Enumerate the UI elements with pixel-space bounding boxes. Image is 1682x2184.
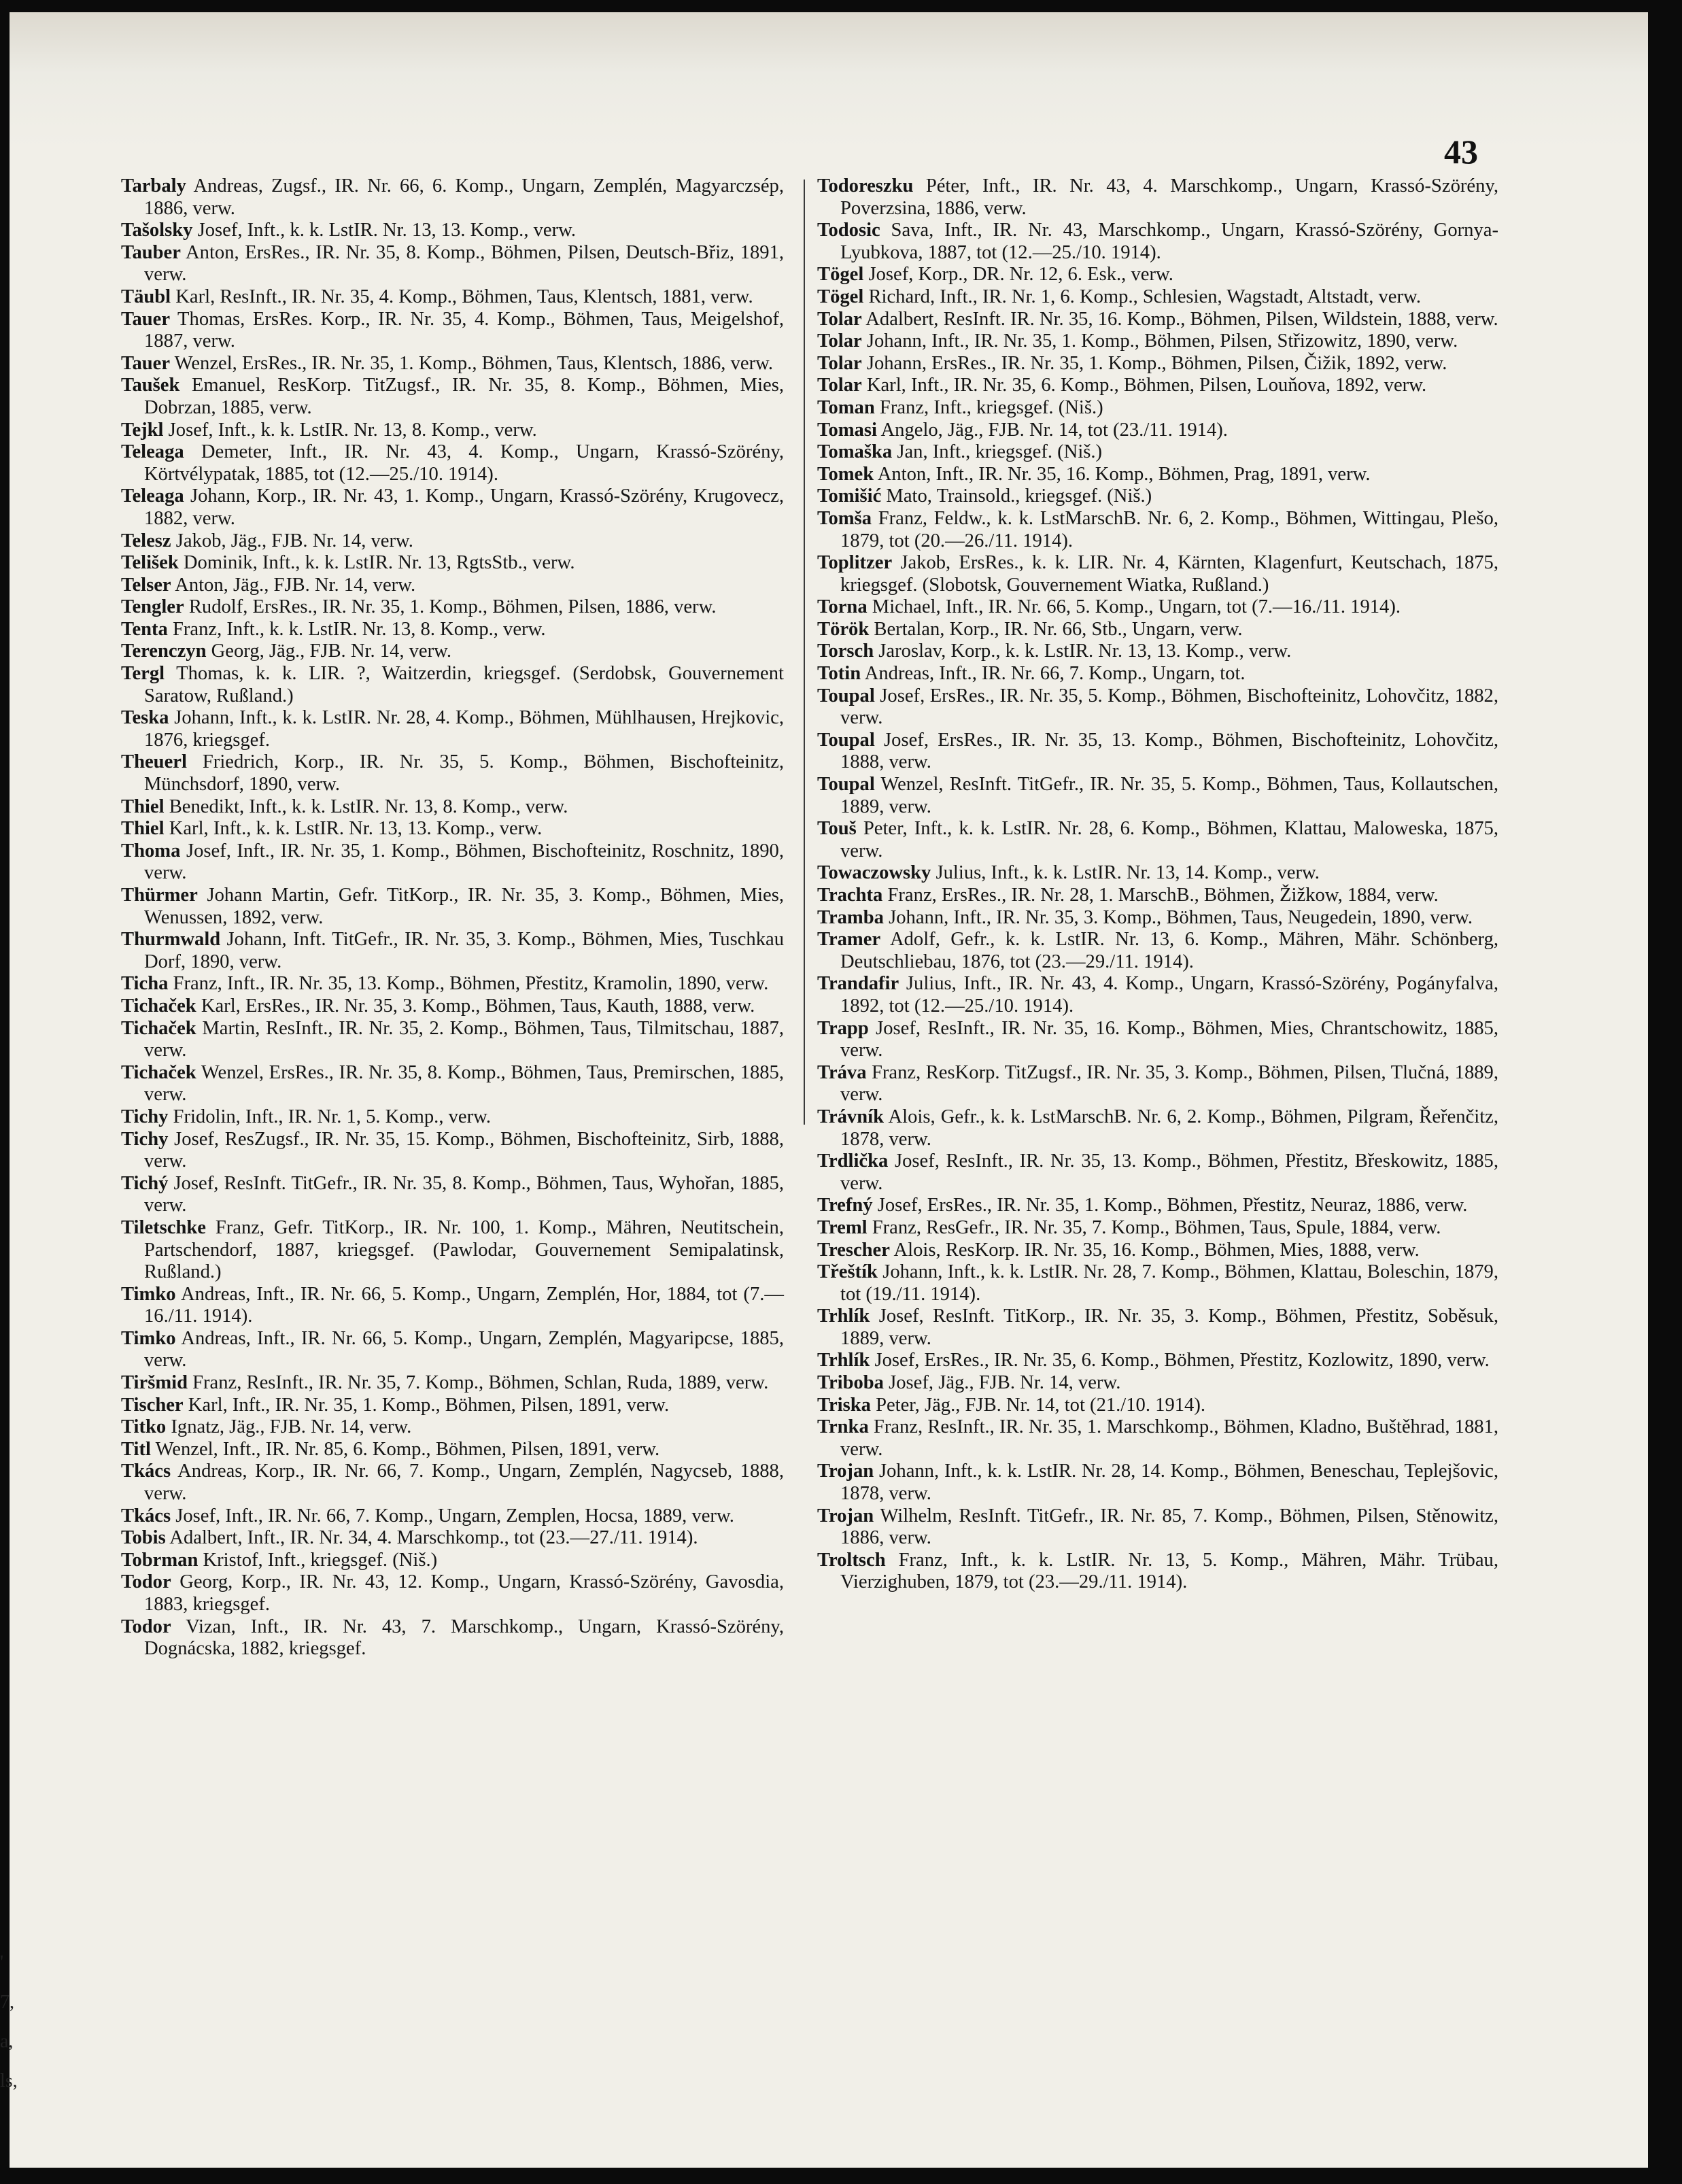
entry-details: Josef, ErsRes., IR. Nr. 35, 1. Komp., Böhmen, Přestitz, Neuraz, 1886, verw.	[872, 1195, 1468, 1216]
directory-entry	[817, 286, 1498, 309]
entry-details: Franz, ResGefr., IR. Nr. 35, 7. Komp., Böhmen, Taus, Spule, 1884, verw.	[867, 1216, 1441, 1238]
entry-surname: Todosic	[817, 220, 880, 241]
directory-entry	[121, 1527, 784, 1550]
directory-entry	[817, 1106, 1498, 1150]
directory-entry	[817, 1306, 1498, 1350]
entry-surname: Tolar	[817, 308, 862, 330]
directory-entry	[121, 175, 784, 220]
entry-details: Franz, ResInft., IR. Nr. 35, 7. Komp., Böhmen, Schlan, Ruda, 1889, verw.	[187, 1372, 769, 1394]
entry-details: Karl, Inft., IR. Nr. 35, 6. Komp., Böhmen, Pilsen, Louňova, 1892, verw.	[861, 375, 1427, 396]
directory-entry	[121, 1461, 784, 1505]
entry-details: Kristof, Inft., kriegsgef. (Niš.)	[198, 1549, 438, 1571]
directory-entry	[121, 1106, 784, 1129]
directory-entry	[121, 1616, 784, 1660]
directory-entry	[121, 929, 784, 973]
entry-surname: Telesz	[121, 530, 171, 551]
entry-details: Franz, ResKorp. TitZugsf., IR. Nr. 35, 3. Komp., Böhmen, Pilsen, Tlučná, 1889, verw.	[840, 1061, 1498, 1106]
entry-details: Andreas, Inft., IR. Nr. 66, 7. Komp., Ungarn, tot.	[861, 663, 1246, 685]
entry-surname: Timko	[121, 1283, 176, 1305]
right-column	[817, 175, 1498, 1594]
entry-details: Ignatz, Jäg., FJB. Nr. 14, verw.	[166, 1416, 412, 1438]
entry-surname: Tenta	[121, 618, 168, 640]
entry-surname: Todor	[121, 1616, 171, 1637]
directory-entry	[817, 485, 1498, 508]
entry-surname: Thiel	[121, 818, 165, 840]
margin-fragment: a,	[0, 2031, 14, 2052]
entry-details: Josef, ResZugsf., IR. Nr. 35, 15. Komp., Böhmen, Bischofteinitz, Sirb, 1888, verw.	[144, 1128, 784, 1172]
entry-details: Josef, Inft., k. k. LstIR. Nr. 13, 8. Komp., verw.	[163, 419, 537, 441]
directory-entry	[817, 441, 1498, 464]
entry-details: Johann, Inft. TitGefr., IR. Nr. 35, 3. Komp., Böhmen, Mies, Tuschkau Dorf, 1890, verw.	[144, 929, 784, 972]
entry-details: Franz, ErsRes., IR. Nr. 28, 1. MarschB., Böhmen, Žižkow, 1884, verw.	[882, 885, 1439, 906]
entry-surname: Tomek	[817, 463, 874, 485]
directory-entry	[817, 862, 1498, 885]
entry-details: Jakob, Jäg., FJB. Nr. 14, verw.	[171, 530, 413, 551]
directory-entry	[817, 309, 1498, 331]
entry-details: Thomas, ErsRes. Korp., IR. Nr. 35, 4. Komp., Böhmen, Taus, Meigelshof, 1887, verw.	[144, 308, 784, 352]
entry-surname: Tejkl	[121, 419, 164, 441]
directory-entry	[121, 286, 784, 309]
entry-surname: Tolar	[817, 330, 862, 352]
entry-details: Johann, Inft., k. k. LstIR. Nr. 28, 4. Komp., Böhmen, Mühlhausen, Hrejkovic, 1876, kriegsgef.	[144, 707, 784, 751]
entry-details: Franz, ResInft., IR. Nr. 35, 1. Marschkomp., Böhmen, Kladno, Buštěhrad, 1881, verw.	[840, 1416, 1498, 1460]
entry-surname: Titko	[121, 1416, 167, 1438]
entry-details: Andreas, Zugsf., IR. Nr. 66, 6. Komp., Ungarn, Zemplén, Magyarczsép, 1886, verw.	[144, 175, 784, 219]
directory-entry	[817, 353, 1498, 375]
entry-surname: Tauer	[121, 352, 171, 374]
directory-entry	[121, 353, 784, 375]
entry-details: Rudolf, ErsRes., IR. Nr. 35, 1. Komp., Böhmen, Pilsen, 1886, verw.	[184, 596, 717, 618]
directory-entry	[121, 1018, 784, 1062]
entry-details: Alois, ResKorp. IR. Nr. 35, 16. Komp., Böhmen, Mies, 1888, verw.	[889, 1239, 1420, 1261]
entry-surname: Todoreszku	[817, 175, 914, 197]
entry-details: Karl, ResInft., IR. Nr. 35, 4. Komp., Böhmen, Taus, Klentsch, 1881, verw.	[171, 286, 753, 307]
directory-entry	[817, 1372, 1498, 1395]
entry-surname: Tichaček	[121, 995, 196, 1017]
entry-surname: Tramer	[817, 929, 881, 951]
directory-entry	[121, 1505, 784, 1528]
entry-details: Josef, ResInft. TitGefr., IR. Nr. 35, 8. Komp., Böhmen, Taus, Wyhořan, 1885, verw.	[144, 1172, 784, 1216]
entry-details: Wenzel, Inft., IR. Nr. 85, 6. Komp., Böhmen, Pilsen, 1891, verw.	[150, 1438, 660, 1460]
entry-surname: Thiel	[121, 796, 165, 817]
entry-details: Julius, Inft., k. k. LstIR. Nr. 13, 14. Komp., verw.	[931, 862, 1320, 884]
entry-surname: Toman	[817, 396, 875, 418]
directory-entry	[817, 508, 1498, 552]
entry-surname: Trhlík	[817, 1306, 870, 1327]
directory-entry	[817, 907, 1498, 929]
directory-entry	[121, 1395, 784, 1417]
entry-details: Josef, Inft., IR. Nr. 66, 7. Komp., Ungarn, Zemplen, Hocsa, 1889, verw.	[171, 1505, 734, 1526]
directory-entry	[817, 1217, 1498, 1240]
directory-entry	[817, 663, 1498, 685]
entry-surname: Teleaga	[121, 485, 184, 507]
entry-details: Fridolin, Inft., IR. Nr. 1, 5. Komp., verw.	[168, 1106, 492, 1127]
entry-surname: Toupal	[817, 774, 875, 796]
entry-surname: Touš	[817, 818, 857, 840]
entry-surname: Tischer	[121, 1394, 184, 1416]
entry-surname: Tarbaly	[121, 175, 186, 197]
entry-details: Wilhelm, ResInft. TitGefr., IR. Nr. 85, 7. Komp., Böhmen, Pilsen, Stěnowitz, 1886, verw.	[840, 1505, 1498, 1549]
entry-details: Sava, Inft., IR. Nr. 43, Marschkomp., Ungarn, Krassó-Szörény, Gornya-Lyubkova, 1887, tot (12.—25./10. 1914).	[840, 220, 1498, 263]
entry-details: Peter, Jäg., FJB. Nr. 14, tot (21./10. 1914).	[870, 1394, 1206, 1416]
entry-surname: Tögel	[817, 286, 864, 307]
directory-entry	[121, 575, 784, 597]
entry-details: Adalbert, ResInft. IR. Nr. 35, 16. Komp., Böhmen, Pilsen, Wildstein, 1888, verw.	[861, 308, 1498, 330]
directory-entry	[121, 1439, 784, 1461]
entry-surname: Triboba	[817, 1372, 884, 1394]
directory-entry	[817, 330, 1498, 353]
entry-surname: Towaczowsky	[817, 862, 931, 884]
entry-details: Benedikt, Inft., k. k. LstIR. Nr. 13, 8. Komp., verw.	[164, 796, 568, 817]
directory-entry	[817, 973, 1498, 1017]
directory-entry	[817, 1195, 1498, 1217]
entry-surname: Thürmer	[121, 885, 198, 906]
entry-details: Franz, Inft., k. k. LstIR. Nr. 13, 5. Komp., Mähren, Mähr. Trübau, Vierzighuben, 1879, tot (23.—29./11. 1914).	[840, 1549, 1498, 1593]
entry-surname: Tomasi	[817, 419, 877, 441]
entry-surname: Thurmwald	[121, 929, 221, 951]
directory-entry	[121, 1550, 784, 1572]
entry-details: Johann, Korp., IR. Nr. 43, 1. Komp., Ungarn, Krassó-Szörény, Krugovecz, 1882, verw.	[144, 485, 784, 529]
entry-details: Demeter, Inft., IR. Nr. 43, 4. Komp., Ungarn, Krassó-Szörény, Körtvélypatak, 1885, tot (12.—25./10. 1914).	[144, 441, 784, 485]
entry-surname: Török	[817, 618, 870, 640]
entry-surname: Taušek	[121, 375, 180, 396]
entry-details: Franz, Inft., IR. Nr. 35, 13. Komp., Böhmen, Přestitz, Kramolin, 1890, verw.	[168, 973, 769, 995]
directory-entry	[121, 1571, 784, 1616]
entry-surname: Trandafir	[817, 973, 899, 995]
entry-details: Anton, Jäg., FJB. Nr. 14, verw.	[171, 574, 416, 596]
entry-details: Adalbert, Inft., IR. Nr. 34, 4. Marschkomp., tot (23.—27./11. 1914).	[165, 1527, 698, 1549]
column-divider	[804, 180, 805, 1125]
entry-details: Karl, Inft., k. k. LstIR. Nr. 13, 13. Komp., verw.	[164, 818, 543, 840]
entry-surname: Telser	[121, 574, 171, 596]
margin-fragment: '	[0, 1952, 4, 1973]
entry-details: Josef, Korp., DR. Nr. 12, 6. Esk., verw.	[863, 264, 1173, 286]
entry-details: Emanuel, ResKorp. TitZugsf., IR. Nr. 35, 8. Komp., Böhmen, Mies, Dobrzan, 1885, verw.	[144, 375, 784, 418]
directory-entry	[817, 175, 1498, 220]
entry-surname: Trefný	[817, 1195, 873, 1216]
entry-details: Wenzel, ResInft. TitGefr., IR. Nr. 35, 5. Komp., Böhmen, Taus, Kollautschen, 1889, verw.	[840, 774, 1498, 817]
entry-details: Wenzel, ErsRes., IR. Nr. 35, 1. Komp., Böhmen, Taus, Klentsch, 1886, verw.	[170, 352, 774, 374]
entry-details: Peter, Inft., k. k. LstIR. Nr. 28, 6. Komp., Böhmen, Klattau, Maloweska, 1875, verw.	[840, 818, 1498, 861]
entry-details: Vizan, Inft., IR. Nr. 43, 7. Marschkomp., Ungarn, Krassó-Szörény, Dognácska, 1882, kriegsgef.	[144, 1616, 784, 1660]
entry-surname: Trescher	[817, 1239, 890, 1261]
directory-entry	[121, 1217, 784, 1284]
entry-details: Franz, Inft., kriegsgef. (Niš.)	[874, 396, 1103, 418]
entry-surname: Treml	[817, 1216, 868, 1238]
directory-entry	[817, 464, 1498, 486]
entry-surname: Trhlík	[817, 1350, 870, 1371]
directory-entry	[817, 1240, 1498, 1262]
entry-details: Anton, ErsRes., IR. Nr. 35, 8. Komp., Böhmen, Pilsen, Deutsch-Břiz, 1891, verw.	[144, 241, 784, 286]
directory-entry	[817, 397, 1498, 420]
margin-fragment: ls,	[0, 2070, 18, 2092]
entry-surname: Triska	[817, 1394, 871, 1416]
entry-details: Bertalan, Korp., IR. Nr. 66, Stb., Ungarn, verw.	[869, 618, 1243, 640]
entry-surname: Tobis	[121, 1527, 166, 1549]
entry-surname: Tiletschke	[121, 1216, 206, 1238]
entry-details: Andreas, Korp., IR. Nr. 66, 7. Komp., Ungarn, Zemplén, Nagycseb, 1888, verw.	[144, 1461, 784, 1505]
directory-entry	[121, 663, 784, 707]
entry-surname: Teska	[121, 707, 169, 729]
entry-surname: Torna	[817, 596, 868, 618]
entry-surname: Troltsch	[817, 1549, 886, 1571]
entry-details: Josef, ResInft. TitKorp., IR. Nr. 35, 3. Komp., Böhmen, Přestitz, Soběsuk, 1889, verw.	[840, 1306, 1498, 1349]
directory-entry	[817, 1395, 1498, 1417]
directory-entry	[817, 885, 1498, 907]
entry-surname: Tomaška	[817, 441, 893, 463]
directory-entry	[817, 774, 1498, 818]
directory-entry	[121, 995, 784, 1018]
entry-surname: Tichaček	[121, 1017, 196, 1039]
entry-details: Karl, Inft., IR. Nr. 35, 1. Komp., Böhmen, Pilsen, 1891, verw.	[183, 1394, 670, 1416]
entry-surname: Tergl	[121, 663, 165, 685]
directory-entry	[817, 264, 1498, 286]
directory-entry	[121, 1328, 784, 1372]
margin-fragments	[0, 1904, 18, 2101]
entry-details: Jaroslav, Korp., k. k. LstIR. Nr. 13, 13. Komp., verw.	[874, 641, 1292, 662]
directory-entry	[817, 1461, 1498, 1505]
entry-surname: Trojan	[817, 1461, 874, 1482]
directory-entry	[121, 1173, 784, 1217]
entry-surname: Thoma	[121, 840, 181, 861]
entry-details: Jan, Inft., kriegsgef. (Niš.)	[892, 441, 1103, 463]
entry-surname: Tiršmid	[121, 1372, 188, 1394]
directory-entry	[121, 1372, 784, 1395]
entry-surname: Tauber	[121, 241, 181, 263]
directory-entry	[817, 1062, 1498, 1106]
directory-entry	[121, 375, 784, 419]
directory-entry	[817, 220, 1498, 264]
entry-details: Johann, Inft., IR. Nr. 35, 1. Komp., Böhmen, Pilsen, Střizowitz, 1890, verw.	[861, 330, 1458, 352]
entry-surname: Tauer	[121, 308, 171, 330]
entry-surname: Tramba	[817, 906, 884, 928]
directory-entry	[817, 619, 1498, 641]
entry-details: Franz, Feldw., k. k. LstMarschB. Nr. 6, 2. Komp., Böhmen, Wittingau, Plešo, 1879, tot (20.—26./11. 1914).	[840, 507, 1498, 551]
entry-surname: Titl	[121, 1438, 151, 1460]
entry-details: Franz, Inft., k. k. LstIR. Nr. 13, 8. Komp., verw.	[167, 618, 546, 640]
directory-entry	[817, 552, 1498, 596]
entry-details: Wenzel, ErsRes., IR. Nr. 35, 8. Komp., Böhmen, Taus, Premirschen, 1885, verw.	[144, 1061, 784, 1106]
directory-entry	[121, 220, 784, 242]
directory-entry	[817, 730, 1498, 774]
entry-surname: Terenczyn	[121, 641, 207, 662]
entry-surname: Torsch	[817, 641, 874, 662]
directory-entry	[817, 596, 1498, 619]
directory-entry	[121, 619, 784, 641]
entry-surname: Tolar	[817, 352, 862, 374]
entry-surname: Täubl	[121, 286, 171, 307]
entry-surname: Toupal	[817, 729, 875, 751]
directory-entry	[817, 1505, 1498, 1550]
entry-details: Josef, ErsRes., IR. Nr. 35, 6. Komp., Böhmen, Přestitz, Kozlowitz, 1890, verw.	[870, 1350, 1490, 1371]
directory-entry	[121, 707, 784, 751]
entry-details: Johann, Inft., IR. Nr. 35, 3. Komp., Böhmen, Taus, Neugedein, 1890, verw.	[883, 906, 1473, 928]
entry-details: Johann, Inft., k. k. LstIR. Nr. 28, 14. Komp., Böhmen, Beneschau, Teplejšovic, 1878, verw.	[840, 1461, 1498, 1505]
directory-entry	[121, 973, 784, 995]
entry-details: Karl, ErsRes., IR. Nr. 35, 3. Komp., Böhmen, Taus, Kauth, 1888, verw.	[196, 995, 755, 1017]
entry-surname: Trdlička	[817, 1150, 889, 1172]
entry-surname: Tichý	[121, 1172, 169, 1194]
page-number: 43	[1444, 133, 1478, 171]
entry-surname: Ticha	[121, 973, 169, 995]
entry-surname: Teleaga	[121, 441, 184, 463]
directory-entry	[121, 840, 784, 885]
entry-details: Martin, ResInft., IR. Nr. 35, 2. Komp., Böhmen, Taus, Tilmitschau, 1887, verw.	[144, 1017, 784, 1061]
entry-details: Richard, Inft., IR. Nr. 1, 6. Komp., Schlesien, Wagstadt, Altstadt, verw.	[863, 286, 1421, 307]
entry-surname: Tomišić	[817, 485, 882, 507]
entry-surname: Theuerl	[121, 751, 187, 773]
entry-surname: Tkács	[121, 1461, 171, 1482]
entry-details: Franz, Gefr. TitKorp., IR. Nr. 100, 1. Komp., Mähren, Neutitschein, Partschendorf, 1887, kriegsgef. (Pawlodar, Gouvernement Semipalatinsk, Rußland.)	[144, 1216, 784, 1283]
entry-details: Andreas, Inft., IR. Nr. 66, 5. Komp., Ungarn, Zemplén, Magyaripcse, 1885, verw.	[144, 1327, 784, 1371]
entry-surname: Tašolsky	[121, 220, 193, 241]
entry-details: Josef, ErsRes., IR. Nr. 35, 5. Komp., Böhmen, Bischofteinitz, Lohovčitz, 1882, verw.	[840, 685, 1498, 729]
entry-details: Jakob, ErsRes., k. k. LIR. Nr. 4, Kärnten, Klagenfurt, Keutschach, 1875, kriegsgef. (Slobotsk, Gouvernement Wiatka, Rußland.)	[840, 552, 1498, 596]
directory-entry	[121, 1129, 784, 1173]
entry-details: Julius, Inft., IR. Nr. 43, 4. Komp., Ungarn, Krassó-Szörény, Pogányfalva, 1892, tot (12.—25./10. 1914).	[840, 973, 1498, 1017]
entry-surname: Tichaček	[121, 1061, 196, 1083]
entry-surname: Trnka	[817, 1416, 869, 1438]
entry-surname: Trojan	[817, 1505, 874, 1526]
entry-details: Friedrich, Korp., IR. Nr. 35, 5. Komp., Böhmen, Bischofteinitz, Münchsdorf, 1890, verw.	[144, 751, 784, 796]
directory-entry	[121, 596, 784, 619]
entry-surname: Tolar	[817, 375, 862, 396]
directory-entry	[817, 685, 1498, 730]
directory-entry	[121, 1284, 784, 1328]
directory-entry	[121, 530, 784, 553]
directory-entry	[121, 552, 784, 575]
entry-details: Alois, Gefr., k. k. LstMarschB. Nr. 6, 2. Komp., Böhmen, Pilgram, Řeřenčitz, 1878, verw.	[840, 1106, 1498, 1150]
directory-entry	[121, 641, 784, 663]
entry-surname: Telišek	[121, 552, 179, 574]
directory-entry	[121, 485, 784, 530]
directory-entry	[817, 1150, 1498, 1195]
entry-surname: Třeštík	[817, 1261, 878, 1283]
entry-details: Georg, Korp., IR. Nr. 43, 12. Komp., Ungarn, Krassó-Szörény, Gavosdia, 1883, kriegsgef.	[144, 1571, 784, 1615]
entry-details: Adolf, Gefr., k. k. LstIR. Nr. 13, 6. Komp., Mähren, Mähr. Schönberg, Deutschliebau, 1876, tot (23.—29./11. 1914).	[840, 929, 1498, 972]
left-column	[121, 175, 784, 1660]
entry-surname: Totin	[817, 663, 861, 685]
entry-details: Josef, Jäg., FJB. Nr. 14, verw.	[883, 1372, 1121, 1394]
entry-surname: Tengler	[121, 596, 184, 618]
entry-surname: Tichy	[121, 1106, 169, 1127]
entry-surname: Tichy	[121, 1128, 169, 1150]
entry-surname: Trávník	[817, 1106, 884, 1127]
entry-surname: Todor	[121, 1571, 171, 1593]
entry-surname: Trapp	[817, 1017, 869, 1039]
directory-entry	[817, 1350, 1498, 1372]
directory-entry	[121, 420, 784, 442]
directory-entry	[817, 1416, 1498, 1461]
entry-details: Georg, Jäg., FJB. Nr. 14, verw.	[206, 641, 452, 662]
directory-entry	[817, 641, 1498, 663]
entry-details: Johann Martin, Gefr. TitKorp., IR. Nr. 35, 3. Komp., Böhmen, Mies, Wenussen, 1892, verw.	[144, 885, 784, 928]
entry-details: Josef, ErsRes., IR. Nr. 35, 13. Komp., Böhmen, Bischofteinitz, Lohovčitz, 1888, verw.	[840, 729, 1498, 773]
directory-entry	[817, 818, 1498, 862]
entry-details: Thomas, k. k. LIR. ?, Waitzerdin, kriegsgef. (Serdobsk, Gouvernement Saratow, Rußland.)	[144, 663, 784, 706]
entry-surname: Tomša	[817, 507, 872, 529]
entry-details: Johann, ErsRes., IR. Nr. 35, 1. Komp., Böhmen, Pilsen, Čižik, 1892, verw.	[861, 352, 1447, 374]
directory-entry	[817, 1550, 1498, 1594]
entry-surname: Toplitzer	[817, 552, 893, 574]
directory-entry	[121, 1416, 784, 1439]
entry-details: Dominik, Inft., k. k. LstIR. Nr. 13, RgtsStb., verw.	[178, 552, 575, 574]
directory-entry	[121, 441, 784, 485]
entry-surname: Tögel	[817, 264, 864, 286]
document-page	[10, 12, 1648, 2168]
directory-entry	[121, 1062, 784, 1106]
entry-details: Josef, Inft., k. k. LstIR. Nr. 13, 13. Komp., verw.	[192, 220, 577, 241]
entry-details: Mato, Trainsold., kriegsgef. (Niš.)	[881, 485, 1152, 507]
entry-details: Anton, Inft., IR. Nr. 35, 16. Komp., Böhmen, Prag, 1891, verw.	[874, 463, 1371, 485]
directory-entry	[817, 1018, 1498, 1062]
directory-entry	[121, 885, 784, 929]
entry-surname: Trachta	[817, 885, 883, 906]
directory-entry	[817, 929, 1498, 973]
entry-details: Josef, ResInft., IR. Nr. 35, 16. Komp., Böhmen, Mies, Chrantschowitz, 1885, verw.	[840, 1017, 1498, 1061]
directory-entry	[121, 818, 784, 840]
entry-details: Josef, ResInft., IR. Nr. 35, 13. Komp., Böhmen, Přestitz, Břeskowitz, 1885, verw.	[840, 1150, 1498, 1194]
margin-fragment	[0, 1904, 14, 1943]
directory-entry	[817, 1261, 1498, 1306]
directory-entry	[121, 796, 784, 819]
margin-fragment: 7,	[0, 1992, 14, 2013]
directory-entry	[121, 309, 784, 353]
entry-surname: Toupal	[817, 685, 875, 706]
entry-surname: Tobrman	[121, 1549, 199, 1571]
directory-entry	[121, 242, 784, 286]
entry-details: Andreas, Inft., IR. Nr. 66, 5. Komp., Ungarn, Zemplén, Hor, 1884, tot (7.—16./11. 1914).	[144, 1283, 784, 1327]
entry-details: Angelo, Jäg., FJB. Nr. 14, tot (23./11. 1914).	[876, 419, 1228, 441]
entry-surname: Timko	[121, 1327, 176, 1349]
entry-details: Johann, Inft., k. k. LstIR. Nr. 28, 7. Komp., Böhmen, Klattau, Boleschin, 1879, tot (19./11. 1914).	[840, 1261, 1498, 1305]
entry-details: Josef, Inft., IR. Nr. 35, 1. Komp., Böhmen, Bischofteinitz, Roschnitz, 1890, verw.	[144, 840, 784, 884]
directory-entry	[121, 751, 784, 796]
entry-surname: Tráva	[817, 1061, 867, 1083]
entry-details: Michael, Inft., IR. Nr. 66, 5. Komp., Ungarn, tot (7.—16./11. 1914).	[867, 596, 1401, 618]
entry-surname: Tkács	[121, 1505, 171, 1526]
entry-details: Péter, Inft., IR. Nr. 43, 4. Marschkomp., Ungarn, Krassó-Szörény, Poverzsina, 1886, verw.	[840, 175, 1498, 219]
directory-entry	[817, 375, 1498, 397]
directory-entry	[817, 420, 1498, 442]
